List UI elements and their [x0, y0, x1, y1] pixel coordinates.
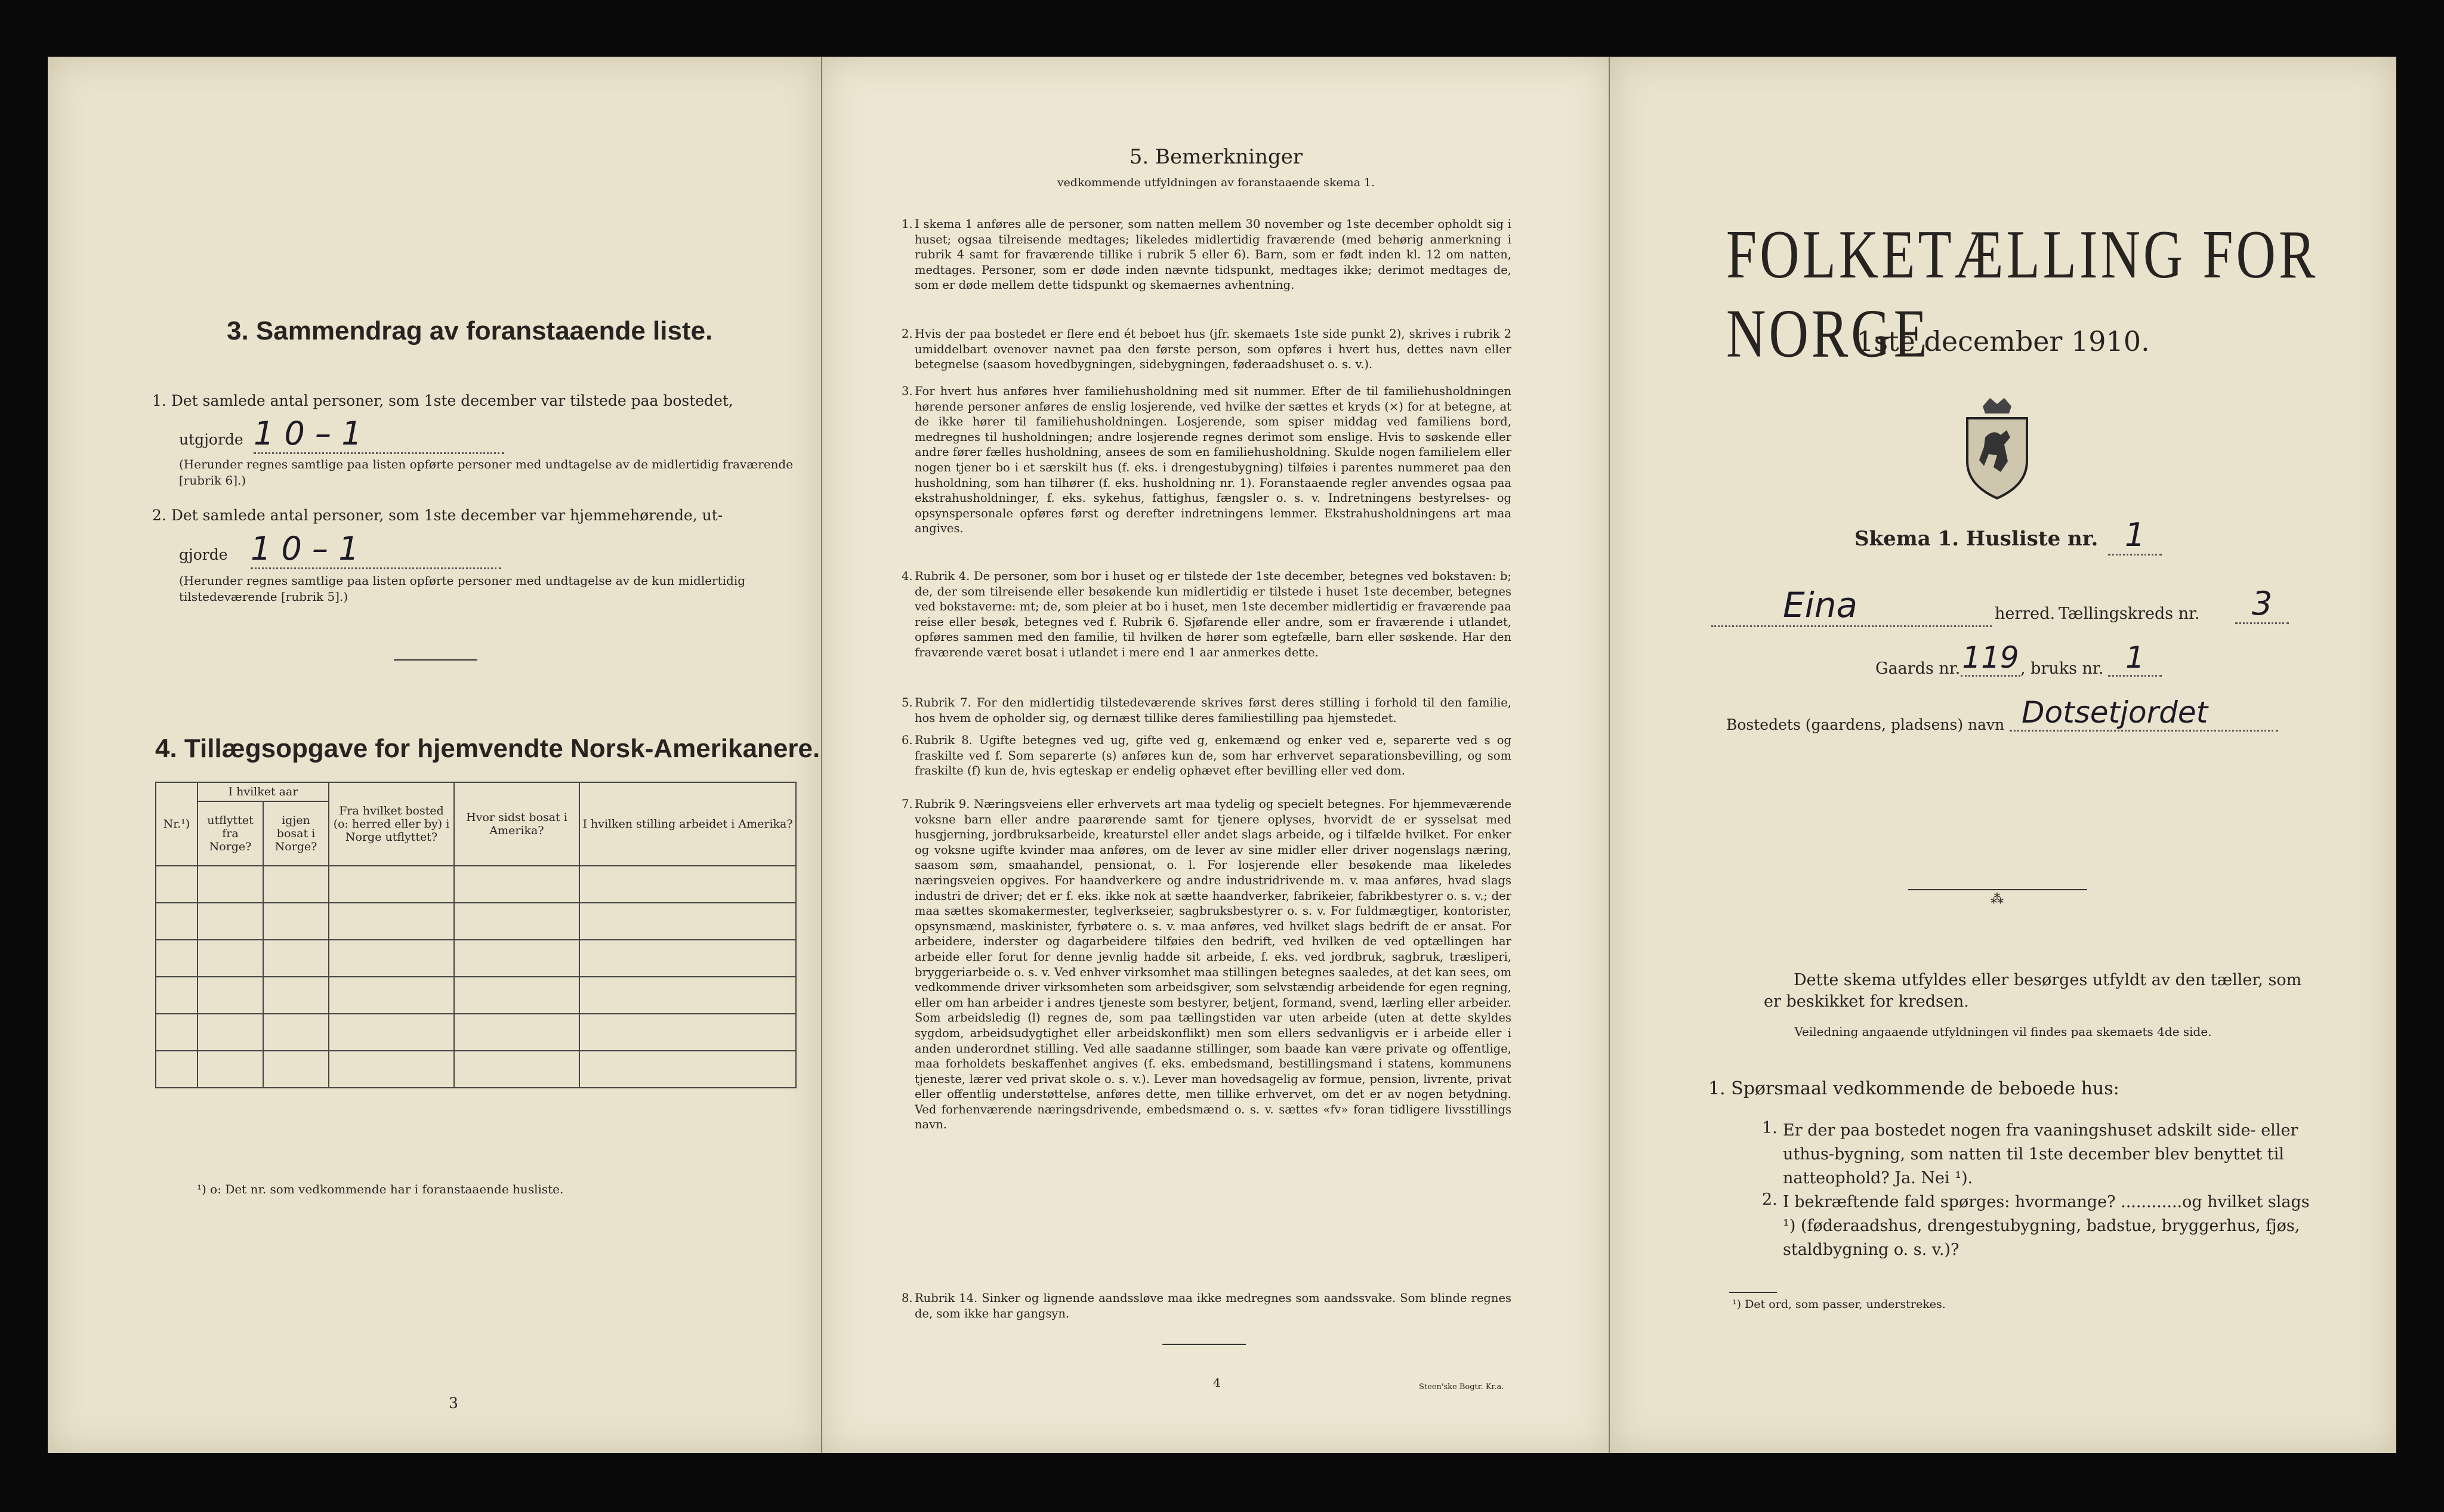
item2-text: 2. Det samlede antal personer, som 1ste december var hjemmehørende, ut-	[152, 507, 723, 524]
q1-options: Ja. Nei ¹).	[1894, 1169, 1973, 1187]
remark-item: 6. Rubrik 8. Ugifte betegnes ved ug, gifte ved g, enkemænd og enker ved e, separerte ved s og fraskilte ved f. Som separerte (s) anføres kun de, som har erhvervet separationsbevilling, og som fraskilte (f) kun de, hvis egteskap er endelig ophævet efter bevilling eller ved dom.	[902, 733, 1511, 778]
remark-item: 2. Hvis der paa bostedet er flere end ét beboet hus (jfr. skemaets 1ste side punkt 2), skrives i rubrik 2 umiddelbart ovenover navnet paa den første person, som opføres i hvert hus, dettes navn eller betegnelse (saasom hovedbygningen, sidebygningen, føderaadshuset o. s. v.).	[902, 327, 1511, 372]
left-page	[48, 57, 822, 1453]
item1-label: utgjorde	[179, 431, 243, 448]
table-row	[156, 866, 796, 903]
page-number: 3	[449, 1394, 458, 1412]
section3-title: 3. Sammendrag av foranstaaende liste.	[227, 316, 713, 345]
divider	[1162, 1344, 1246, 1345]
right-page	[1610, 57, 2396, 1453]
divider	[394, 659, 477, 661]
husliste-nr: 1	[2108, 516, 2162, 556]
herred-value: Eina	[1711, 585, 1992, 627]
q1	[1783, 1119, 2314, 1190]
norsk-amerikanere-table	[155, 782, 797, 1088]
divider	[1729, 1292, 1777, 1293]
bruks-value: 1	[2108, 640, 2162, 677]
table-row	[156, 1051, 796, 1088]
q2-num: 2.	[1762, 1190, 1778, 1209]
tellingskreds-value: 3	[2235, 585, 2289, 624]
table-row	[156, 903, 796, 940]
ornament-icon: ⁂	[1991, 892, 2004, 907]
coat-of-arms-icon	[1959, 396, 2035, 501]
remarks-subtitle: vedkommende utfyldningen av foranstaaende skema 1.	[1057, 176, 1375, 189]
gaards-value: 119	[1961, 640, 2020, 677]
item2-value: 1 0 – 1	[251, 530, 501, 569]
item1-value: 1 0 – 1	[254, 415, 504, 454]
instruction-text: Dette skema utfyldes eller besørges utfyldt av den tæller, som er beskikket for kredsen.	[1764, 971, 2302, 1011]
col-group-aar: I hvilket aar	[198, 782, 329, 801]
col-fra-bosted: Fra hvilket bosted (o: herred eller by) i Norge utflyttet?	[329, 782, 454, 866]
questions-heading: 1. Spørsmaal vedkommende de beboede hus:	[1708, 1078, 2119, 1099]
page-number: 4	[1213, 1375, 1221, 1390]
table-row	[156, 1014, 796, 1051]
remark-item: 3. For hvert hus anføres hver familiehusholdning med sit nummer. Efter de til familiehusholdningen hørende personer anføres de enslig losjerende, ved hvilke der sættes et kryds (×) for at betegne, at de ikke hører til familiehusholdningen. Losjerende, som spiser middag ved familiens bord, medregnes til husholdningen; andre losjerende regnes derimot som enslige. Hvis to søskende eller andre fører fælles husholdning, ansees de som en familiehusholdning. Skulde nogen familielem eller nogen tjener bo i et særskilt hus (f. eks. i drengestubygning) tilføies i parentes nummeret paa den husholdning, som han tilhører (f. eks. husholdning nr. 1). Foranstaaende regler anvendes ogsaa paa ekstrahusholdninger, f. eks. sykehus, fattighus, fængsler o. s. v. Indretningens bestyrelses- og opsynspersonale opføres først og derefter indretningens lemmer. Ekstrahusholdningens art maa angives.	[902, 384, 1511, 536]
q1-num: 1.	[1762, 1119, 1778, 1137]
remark-item: 8. Rubrik 14. Sinker og lignende aandssløve maa ikke medregnes som aandssvake. Som blinde regnes de, som ikke har gangsyn.	[902, 1291, 1511, 1320]
census-date: 1ste december 1910.	[1856, 325, 2150, 357]
bosted-label: Bostedets (gaardens, pladsens) navn	[1726, 716, 2005, 733]
middle-page	[822, 57, 1610, 1453]
divider	[1908, 889, 2087, 890]
instruction-small: Veiledning angaaende utfyldningen vil findes paa skemaets 4de side.	[1794, 1025, 2212, 1039]
gaards-label: Gaards nr.	[1875, 659, 1961, 678]
col-igjen-bosat: igjen bosat i Norge?	[263, 801, 329, 866]
item1-note: (Herunder regnes samtlige paa listen opførte personer med undtagelse av de midlertidig fraværende [rubrik 6].)	[179, 457, 794, 487]
section4-title: 4. Tillægsopgave for hjemvendte Norsk-Amerikanere.	[155, 734, 820, 763]
remark-item: 4. Rubrik 4. De personer, som bor i huset og er tilstede der 1ste december, betegnes ved bokstaven: b; de, der som tilreisende eller besøkende kun midlertidig er tilstede i huset 1ste december, betegnes ved bokstaverne: mt; de, som pleier at bo i huset, men 1ste december midlertidig er fraværende paa reise eller besøk, betegnes ved f. Rubrik 6. Sjøfarende eller andre, som er fraværende i utlandet, opføres sammen med den familie, til hvilken de hører som egtefælle, barn eller søskende. Har den fraværende været bosat i utlandet i mere end 1 aar anmerkes dette.	[902, 569, 1511, 659]
col-nr: Nr.¹)	[156, 782, 198, 866]
printer-mark: Steen'ske Bogtr. Kr.a.	[1419, 1383, 1504, 1391]
q1-text: Er der paa bostedet nogen fra vaaningshuset adskilt side- eller uthus-bygning, som natten til 1ste december blev benyttet til natteophold?	[1783, 1121, 2298, 1187]
table-row	[156, 977, 796, 1014]
right-footnote: ¹) Det ord, som passer, understrekes.	[1732, 1298, 1946, 1311]
bosted-value: Dotsetjordet	[2010, 695, 2278, 732]
skema-label: Skema 1. Husliste nr.	[1854, 527, 2099, 551]
item2-label: gjorde	[179, 546, 228, 563]
item2-note: (Herunder regnes samtlige paa listen opførte personer med undtagelse av de kun midlertidig tilstedeværende [rubrik 5].)	[179, 573, 746, 604]
remark-item: 7. Rubrik 9. Næringsveiens eller erhvervets art maa tydelig og specielt betegnes. For hjemmeværende voksne barn eller andre paarørende samt for tjenere oplyses, hvorvidt de er sysselsat med husgjerning, jordbruksarbeide, kreaturstel eller andet slags arbeide, og i tilfælde hvilket. For enker og voksne ugifte kvinder maa anføres, om de lever av sine midler eller driver nogenslags næring, saasom søm, smaahandel, pensionat, o. l. For losjerende eller besøkende maa likeledes næringsveien opgives. For haandverkere og andre industridrivende m. v. maa anføres, hvad slags industri de driver; det er f. eks. ikke nok at sætte haandverker, fabrikeier, fabrikbestyrer o. s. v.; der maa sættes skomakermester, teglverkseier, sagbruksbestyrer o. s. v. For fuldmægtiger, kontorister, opsynsmænd, maskinister, fyrbøtere o. s. v. maa anføres, ved hvilket slags bedrift de er ansat. For arbeidere, inderster og dagarbeidere tilføies den bedrift, ved hvilken de ved optællingen har arbeide eller forut for denne jevnlig hadde sit arbeide, f. eks. ved jordbruk, sagbruk, træsliperi, bryggeriarbeide o. s. v. Ved enhver virksomhet maa stillingen betegnes saaledes, at det kan sees, om vedkommende driver virksomheten som arbeidsgiver, som selvstændig arbeidende for egen regning, eller om han arbeider i andres tjeneste som bestyrer, betjent, formand, svend, lærling eller arbeider. Som arbeidsledig (l) regnes de, som paa tællingstiden var uten arbeide (uten at dette skyldes sygdom, arbeidsudygtighet eller arbeidskonflikt) men som ellers sedvanligvis er i arbeide eller i anden underordnet stilling. Ved alle saadanne stillinger, som baade kan være private og offentlige, maa forholdets beskaffenhet angives (f. eks. embedsmand, bestillingsmand i statens, kommunens tjeneste, lærer ved privat skole o. s. v.). Lever man hovedsagelig av formue, pension, livrente, privat eller offentlig understøttelse, anføres dette, men tillike erhvervet, om det er av nogen betydning. Ved forhenværende næringsdrivende, embedsmænd o. s. v. sættes «fv» foran tidligere livsstillings navn.	[902, 797, 1511, 1132]
bruks-label: , bruks nr.	[2020, 659, 2104, 678]
remark-item: 5. Rubrik 7. For den midlertidig tilstedeværende skrives først deres stilling i forhold til den familie, hos hvem de opholder sig, og dernæst tillike deres familiestilling paa hjemstedet.	[902, 696, 1511, 725]
table-footnote: ¹) o: Det nr. som vedkommende har i foranstaaende husliste.	[197, 1182, 564, 1196]
col-bosat-amerika: Hvor sidst bosat i Amerika?	[454, 782, 579, 866]
remarks-title: 5. Bemerkninger	[1129, 145, 1303, 169]
q2-text: I bekræftende fald spørges: hvormange? ............og hvilket slags ¹) (føderaadshus, drengestubygning, badstue, bryggerhus, fjøs, staldbygning o. s. v.)?	[1783, 1193, 2310, 1259]
tellingskreds-label: Tællingskreds nr.	[2059, 604, 2200, 623]
remark-item: 1. I skema 1 anføres alle de personer, som natten mellem 30 november og 1ste december opholdt sig i huset; ogsaa tilreisende medtages; likeledes midlertidig fraværende (med behørig anmerkning i rubrik 4 samt for fraværende tillike i rubrik 5 eller 6). Barn, som er født inden kl. 12 om natten, medtages. Personer, som er døde inden nævnte tidspunkt, medtages ikke; derimot medtages de, som er døde mellem dette tidspunkt og skemaernes avhentning.	[902, 217, 1511, 292]
col-utflyttet: utflyttet fra Norge?	[198, 801, 263, 866]
herred-label: herred.	[1995, 604, 2056, 623]
item1-text: 1. Det samlede antal personer, som 1ste december var tilstede paa bostedet,	[152, 392, 733, 409]
census-title: FOLKETÆLLING FOR NORGE	[1726, 216, 2319, 372]
col-stilling: I hvilken stilling arbeidet i Amerika?	[579, 782, 796, 866]
table-row	[156, 940, 796, 977]
